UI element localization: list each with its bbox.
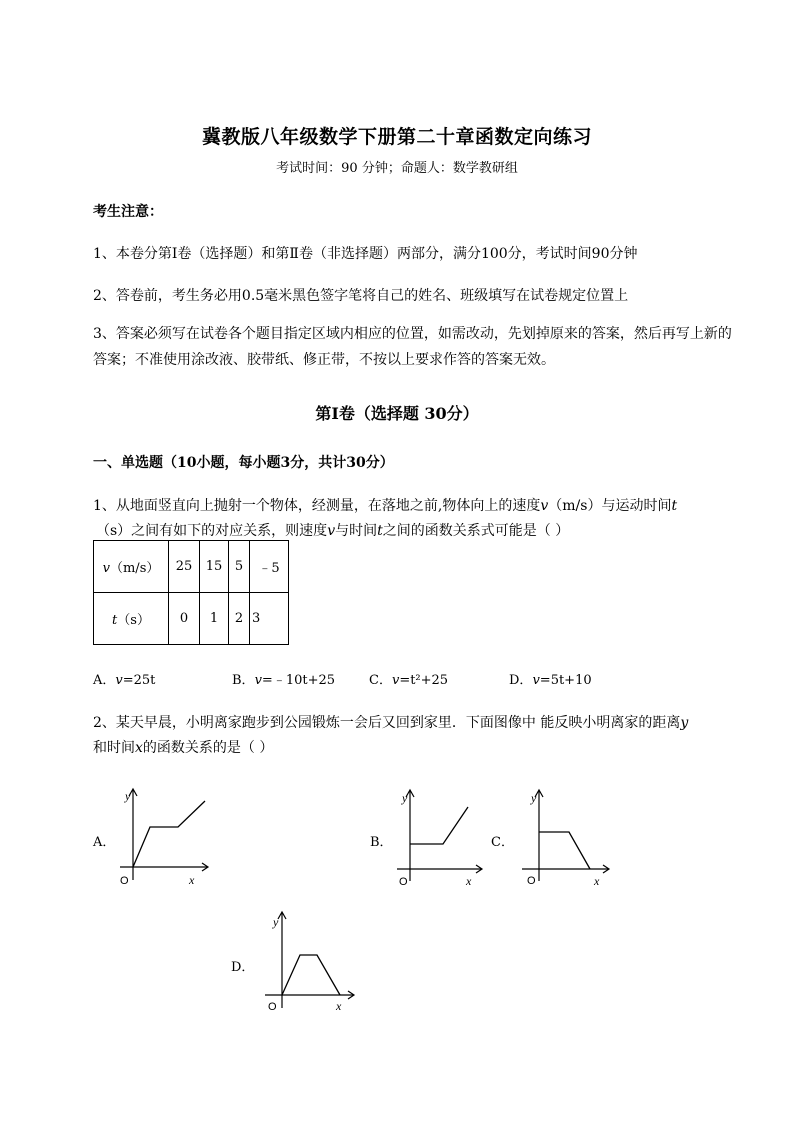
page-title: 冀教版八年级数学下册第二十章函数定向练习 (201, 126, 592, 148)
table-row (94, 541, 289, 593)
graph-line (539, 832, 590, 869)
q2-stem-line2: 和时间x的函数关系的是（ ） (93, 740, 274, 756)
q1-stem-line2: （s）之间有如下的对应关系，则速度v与时间t之间的函数关系式可能是（ ） (96, 523, 570, 539)
q2-graph-b[interactable] (393, 786, 489, 892)
table-cell: 5 (229, 541, 250, 593)
q2-stem-line1: 2、某天早晨，小明离家跑步到公园锻炼一会后又回到家里．下面图像中 能反映小明离家的距离y (93, 715, 689, 731)
notes-heading: 考生注意： (93, 204, 163, 220)
origin-label: O (268, 1001, 277, 1013)
q2-option-d-label[interactable]: D． (231, 960, 255, 975)
x-axis-label: x (189, 873, 195, 887)
q1-option-a[interactable]: A．v=25t (93, 673, 156, 688)
q1-option-c[interactable]: C．v=t²+25 (369, 673, 449, 688)
section-title: 第Ⅰ卷（选择题 30分） (315, 404, 479, 423)
table-cell: 0 (169, 593, 200, 645)
origin-label: O (527, 875, 536, 887)
q2-graph-c[interactable] (518, 786, 618, 892)
table-cell: 3 (250, 593, 289, 645)
y-axis-label: y (531, 791, 537, 805)
origin-label: O (120, 875, 129, 887)
q1-stem-line1: 1、从地面竖直向上抛射一个物体，经测量，在落地之前,物体向上的速度v（m/s）与运动时间t (93, 498, 678, 514)
table-cell: 15 (200, 541, 229, 593)
x-axis-label: x (594, 874, 600, 888)
q1-option-b[interactable]: B．v=﹣10t+25 (232, 673, 336, 688)
note-item-3: 3、答案必须写在试卷各个题目指定区域内相应的位置，如需改动，先划掉原来的答案，然后再写上新的答案；不准使用涂改液、胶带纸、修正带，不按以上要求作答的答案无效。 (93, 326, 732, 368)
part-heading: 一、单选题（10小题，每小题3分，共计30分） (93, 455, 394, 471)
table-cell: 2 (229, 593, 250, 645)
note-item-2: 2、答卷前，考生务必用0.5毫米黑色签字笔将自己的姓名、班级填写在试卷规定位置上 (93, 288, 629, 304)
table-row-header: t（s） (94, 593, 169, 645)
note-item-1: 1、本卷分第Ⅰ卷（选择题）和第Ⅱ卷（非选择题）两部分，满分100分，考试时间90分钟 (93, 246, 638, 262)
y-axis-label: y (402, 791, 408, 805)
y-axis-label: y (125, 789, 131, 803)
q2-option-b-label[interactable]: B． (370, 835, 393, 850)
q2-option-a-label[interactable]: A． (93, 835, 116, 850)
x-axis-label: x (466, 874, 472, 888)
origin-label: O (399, 876, 408, 888)
table-cell: 25 (169, 541, 200, 593)
q2-option-c-label[interactable]: C． (491, 835, 514, 850)
q2-graph-a[interactable] (115, 786, 215, 892)
table-row-header: v（m/s） (94, 541, 169, 593)
q2-graph-d[interactable] (262, 908, 362, 1014)
graph-line (133, 801, 205, 867)
exam-info: 考试时间：90 分钟；命题人：数学教研组 (276, 161, 518, 176)
graph-line (410, 807, 468, 844)
q1-option-d[interactable]: D．v=5t+10 (509, 673, 592, 688)
table-cell: 1 (200, 593, 229, 645)
table-row (94, 593, 289, 645)
table-cell: ﹣5 (250, 541, 289, 593)
graph-line (282, 955, 340, 995)
q1-value-table (93, 540, 289, 645)
x-axis-label: x (336, 999, 342, 1013)
y-axis-label: y (273, 915, 279, 929)
